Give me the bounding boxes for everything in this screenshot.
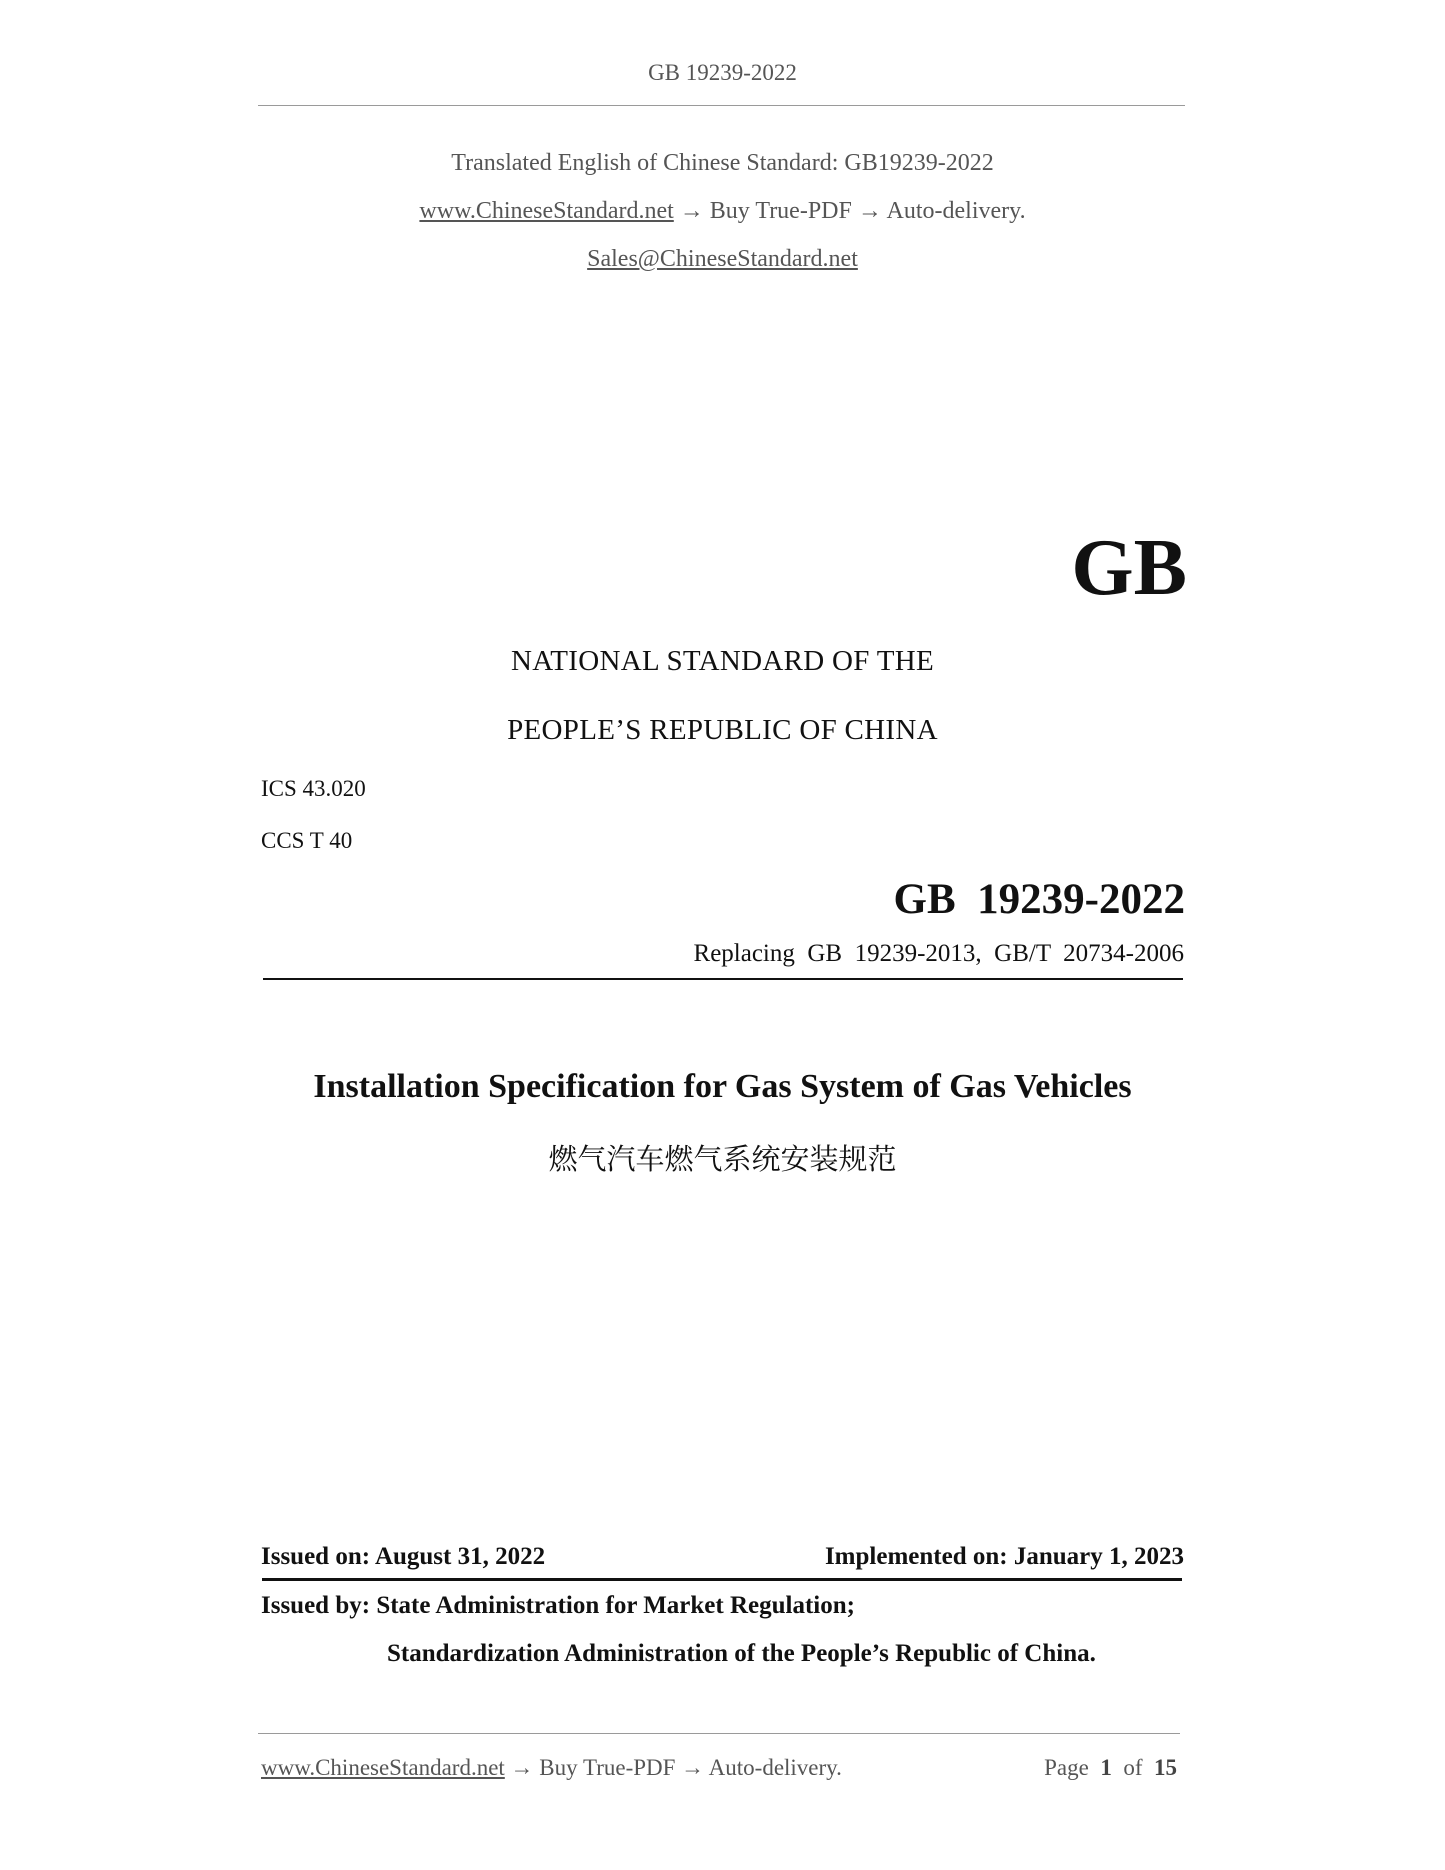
ics-code: ICS 43.020 <box>261 776 366 801</box>
of-label: of <box>1123 1755 1143 1780</box>
standard-number: GB 19239-2022 <box>893 876 1185 923</box>
footer-website-link[interactable]: www.ChineseStandard.net <box>261 1755 505 1780</box>
sales-email-link[interactable]: Sales@ChineseStandard.net <box>587 246 858 272</box>
gb-logo: GB <box>1071 524 1187 612</box>
document-title-english: Installation Specification for Gas System of Gas Vehicles <box>313 1068 1132 1105</box>
page-indicator <box>1044 1755 1177 1781</box>
implemented-on-date: Implemented on: January 1, 2023 <box>824 1543 1184 1570</box>
footer-purchase-text: → Buy True-PDF → Auto-delivery. <box>504 1755 842 1780</box>
issued-on-date: Issued on: August 31, 2022 <box>261 1543 546 1570</box>
document-title-chinese: 燃气汽车燃气系统安装规范 <box>548 1142 897 1176</box>
page-current: 1 <box>1100 1755 1112 1780</box>
footer-purchase-line <box>261 1755 842 1781</box>
issued-by-line1: Issued by: State Administration for Market Regulation; <box>261 1592 855 1619</box>
page-total: 15 <box>1154 1755 1177 1780</box>
ccs-code: CCS T 40 <box>261 828 353 853</box>
standard-number-rule <box>263 978 1183 980</box>
national-standard-line2: PEOPLE’S REPUBLIC OF CHINA <box>507 714 938 746</box>
website-link[interactable]: www.ChineseStandard.net <box>419 198 674 224</box>
replacing-standards: Replacing GB 19239-2013, GB/T 20734-2006 <box>693 940 1184 967</box>
national-standard-line1: NATIONAL STANDARD OF THE <box>511 645 934 677</box>
issued-by-line2: Standardization Administration of the People’s Republic of China. <box>387 1640 1096 1667</box>
issue-info-rule <box>262 1578 1182 1581</box>
page-label: Page <box>1044 1755 1089 1780</box>
running-header: GB 19239-2022 <box>648 60 797 85</box>
purchase-line <box>0 198 1445 225</box>
header-divider <box>258 105 1185 106</box>
purchase-text: → Buy True-PDF → Auto-delivery. <box>673 198 1026 224</box>
footer-divider <box>258 1733 1180 1734</box>
email-line <box>0 246 1445 273</box>
translation-notice: Translated English of Chinese Standard: GB19239-2022 <box>451 150 994 176</box>
